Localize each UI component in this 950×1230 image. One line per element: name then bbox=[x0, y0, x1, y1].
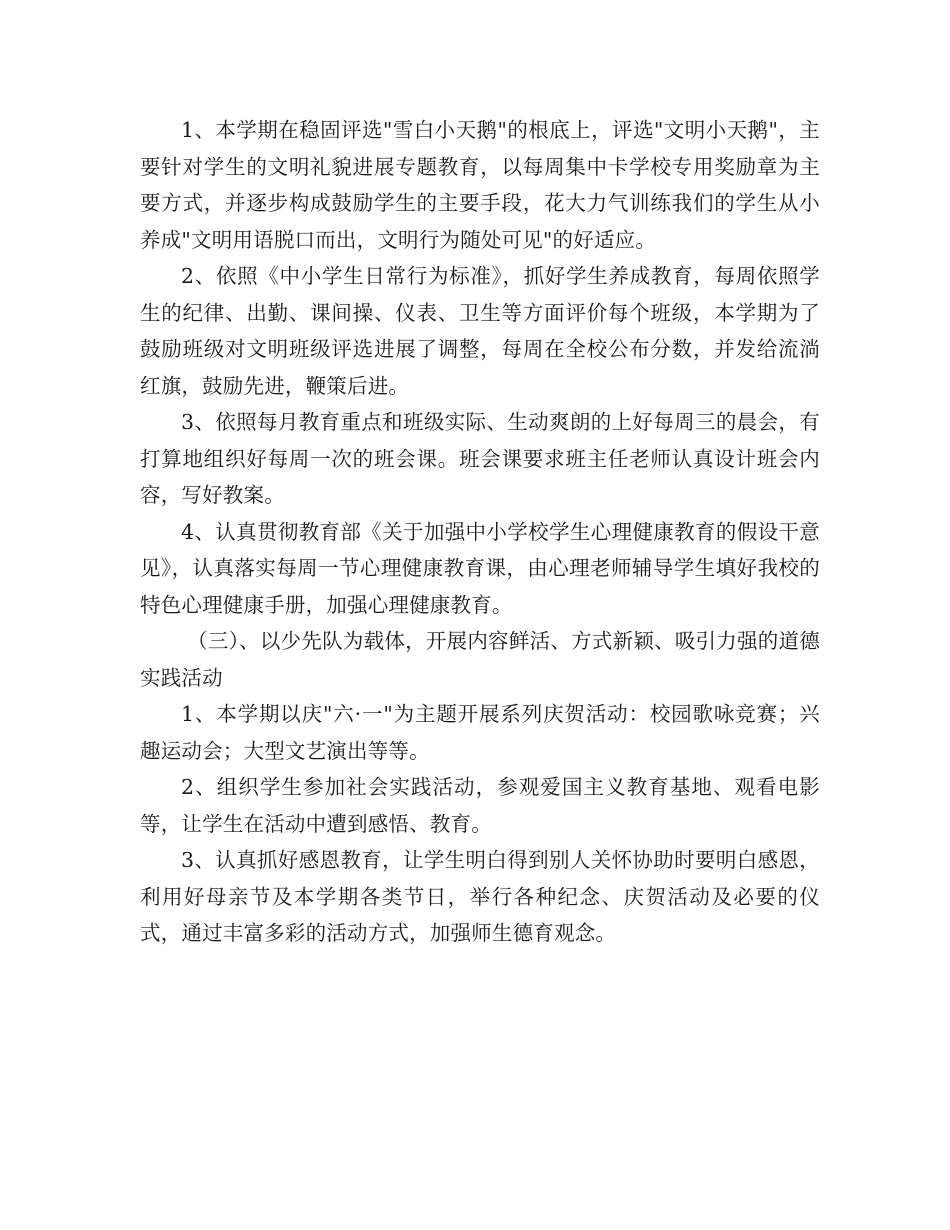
paragraph-activity-3: 3、认真抓好感恩教育，让学生明白得到别人关怀协助时要明白感恩，利用好母亲节及本学期各类节日，举行各种纪念、庆贺活动及必要的仪式，通过丰富多彩的活动方式，加强师生德育观念。 bbox=[140, 848, 820, 945]
paragraph-activity-1: 1、本学期以庆"六·一"为主题开展系列庆贺活动：校园歌咏竞赛；兴趣运动会；大型文艺演出等等。 bbox=[140, 702, 820, 763]
paragraph-item-3: 3、依照每月教育重点和班级实际、生动爽朗的上好每周三的晨会，有打算地组织好每周一次的班会课。班会课要求班主任老师认真设计班会内容，写好教案。 bbox=[140, 410, 820, 507]
paragraph-item-1: 1、本学期在稳固评选"雪白小天鹅"的根底上，评选"文明小天鹅"，主要针对学生的文明礼貌进展专题教育，以每周集中卡学校专用奖励章为主要方式，并逐步构成鼓励学生的主要手段，花大力气训练我们的学生从小养成"文明用语脱口而出，文明行为随处可见"的好适应。 bbox=[140, 118, 820, 252]
document-body bbox=[140, 112, 820, 952]
paragraph-item-4: 4、认真贯彻教育部《关于加强中小学校学生心理健康教育的假设干意见》，认真落实每周一节心理健康教育课，由心理老师辅导学生填好我校的特色心理健康手册，加强心理健康教育。 bbox=[140, 519, 820, 617]
section-heading-3: （三）、以少先队为载体，开展内容鲜活、方式新颖、吸引力强的道德实践活动 bbox=[140, 629, 820, 690]
paragraph-item-2: 2、依照《中小学生日常行为标准》，抓好学生养成教育，每周依照学生的纪律、出勤、课间操、仪表、卫生等方面评价每个班级，本学期为了鼓励班级对文明班级评选进展了调整，每周在全校公布分数，并发给流淌红旗，鼓励先进，鞭策后进。 bbox=[140, 264, 820, 398]
paragraph-activity-2: 2、组织学生参加社会实践活动，参观爱国主义教育基地、观看电影等，让学生在活动中遭到感悟、教育。 bbox=[140, 775, 820, 836]
